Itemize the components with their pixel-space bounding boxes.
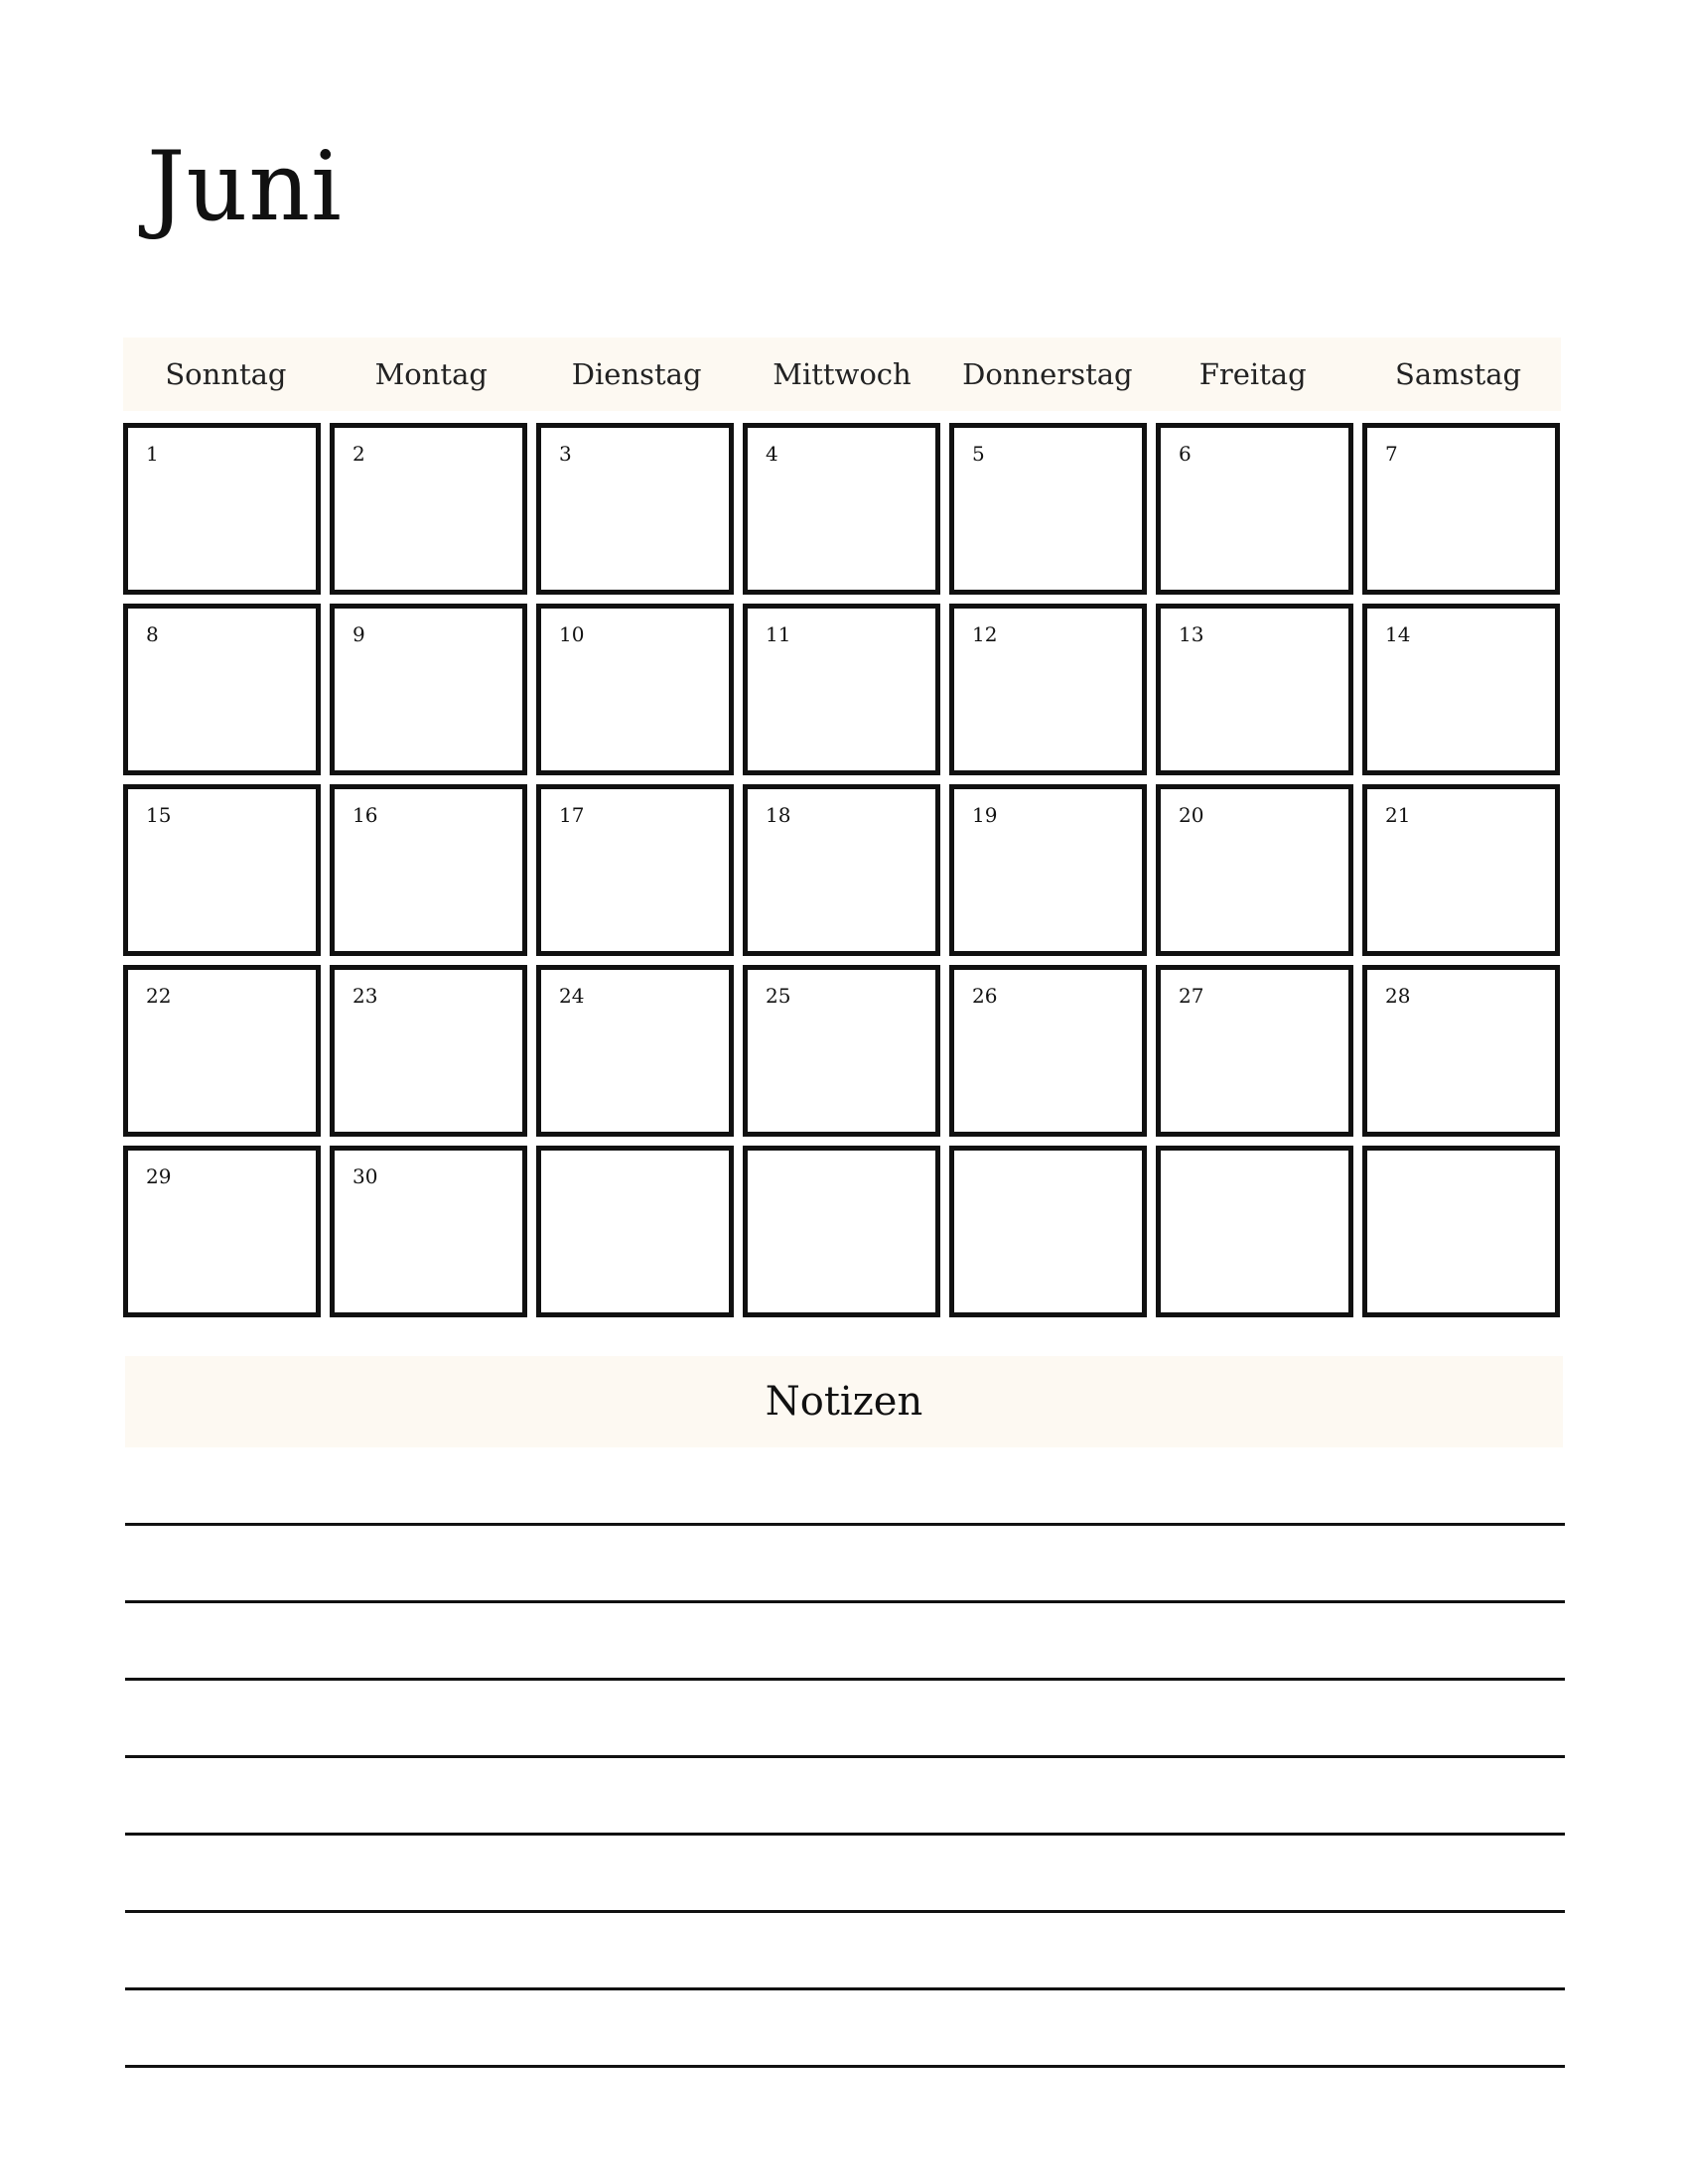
day-cell[interactable] [743,604,940,775]
weekday-header [123,338,1561,411]
day-cell[interactable] [743,784,940,956]
month-title: Juni [147,131,343,242]
note-line[interactable] [125,1987,1565,1990]
day-cell[interactable] [949,784,1147,956]
day-cell[interactable] [1362,604,1560,775]
note-line[interactable] [125,1910,1565,1913]
day-number: 11 [766,622,791,646]
day-cell[interactable] [330,965,527,1137]
notes-title: Notizen [765,1379,923,1425]
day-number: 5 [972,442,985,466]
weekday-saturday: Samstag [1395,357,1522,391]
day-number: 22 [146,984,172,1008]
day-cell[interactable] [330,784,527,956]
weekday-tuesday: Dienstag [571,357,702,391]
calendar-grid [123,423,1561,1317]
day-number: 15 [146,803,172,827]
day-cell[interactable] [1156,784,1353,956]
day-cell[interactable] [123,423,321,595]
day-number: 2 [352,442,365,466]
day-cell[interactable] [1156,1146,1353,1317]
day-cell[interactable] [1156,423,1353,595]
day-cell[interactable] [123,965,321,1137]
day-cell[interactable] [1362,423,1560,595]
note-line[interactable] [125,1523,1565,1526]
day-number: 23 [352,984,378,1008]
day-number: 10 [559,622,585,646]
day-number: 4 [766,442,778,466]
weekday-thursday: Donnerstag [962,357,1133,391]
day-number: 6 [1179,442,1192,466]
day-cell[interactable] [536,1146,734,1317]
day-cell[interactable] [949,604,1147,775]
day-cell[interactable] [949,423,1147,595]
day-number: 17 [559,803,585,827]
day-number: 24 [559,984,585,1008]
note-line[interactable] [125,2065,1565,2068]
day-cell[interactable] [536,965,734,1137]
day-number: 29 [146,1164,172,1188]
note-line[interactable] [125,1833,1565,1836]
day-cell[interactable] [743,1146,940,1317]
note-line[interactable] [125,1678,1565,1681]
weekday-sunday: Sonntag [165,357,287,391]
notes-header [125,1356,1563,1447]
day-number: 18 [766,803,791,827]
day-cell[interactable] [536,604,734,775]
day-cell[interactable] [330,1146,527,1317]
day-cell[interactable] [536,784,734,956]
day-cell[interactable] [743,423,940,595]
day-number: 25 [766,984,791,1008]
day-number: 1 [146,442,159,466]
day-number: 21 [1385,803,1411,827]
day-number: 30 [352,1164,378,1188]
day-number: 9 [352,622,365,646]
day-number: 28 [1385,984,1411,1008]
weekday-friday: Freitag [1198,357,1307,391]
day-cell[interactable] [1362,965,1560,1137]
day-cell[interactable] [123,1146,321,1317]
weekday-wednesday: Mittwoch [773,357,912,391]
day-cell[interactable] [743,965,940,1137]
day-number: 20 [1179,803,1204,827]
note-line[interactable] [125,1755,1565,1758]
day-number: 7 [1385,442,1398,466]
day-cell[interactable] [1362,784,1560,956]
day-number: 26 [972,984,998,1008]
day-cell[interactable] [330,604,527,775]
notes-lines [125,1523,1565,2142]
day-number: 12 [972,622,998,646]
note-line[interactable] [125,1600,1565,1603]
day-number: 19 [972,803,998,827]
day-number: 27 [1179,984,1204,1008]
day-cell[interactable] [1362,1146,1560,1317]
day-cell[interactable] [123,604,321,775]
day-number: 3 [559,442,572,466]
day-cell[interactable] [536,423,734,595]
day-cell[interactable] [1156,965,1353,1137]
weekday-monday: Montag [374,357,488,391]
day-number: 16 [352,803,378,827]
day-cell[interactable] [330,423,527,595]
day-cell[interactable] [123,784,321,956]
day-cell[interactable] [1156,604,1353,775]
day-number: 14 [1385,622,1411,646]
day-cell[interactable] [949,965,1147,1137]
day-number: 13 [1179,622,1204,646]
day-number: 8 [146,622,159,646]
day-cell[interactable] [949,1146,1147,1317]
